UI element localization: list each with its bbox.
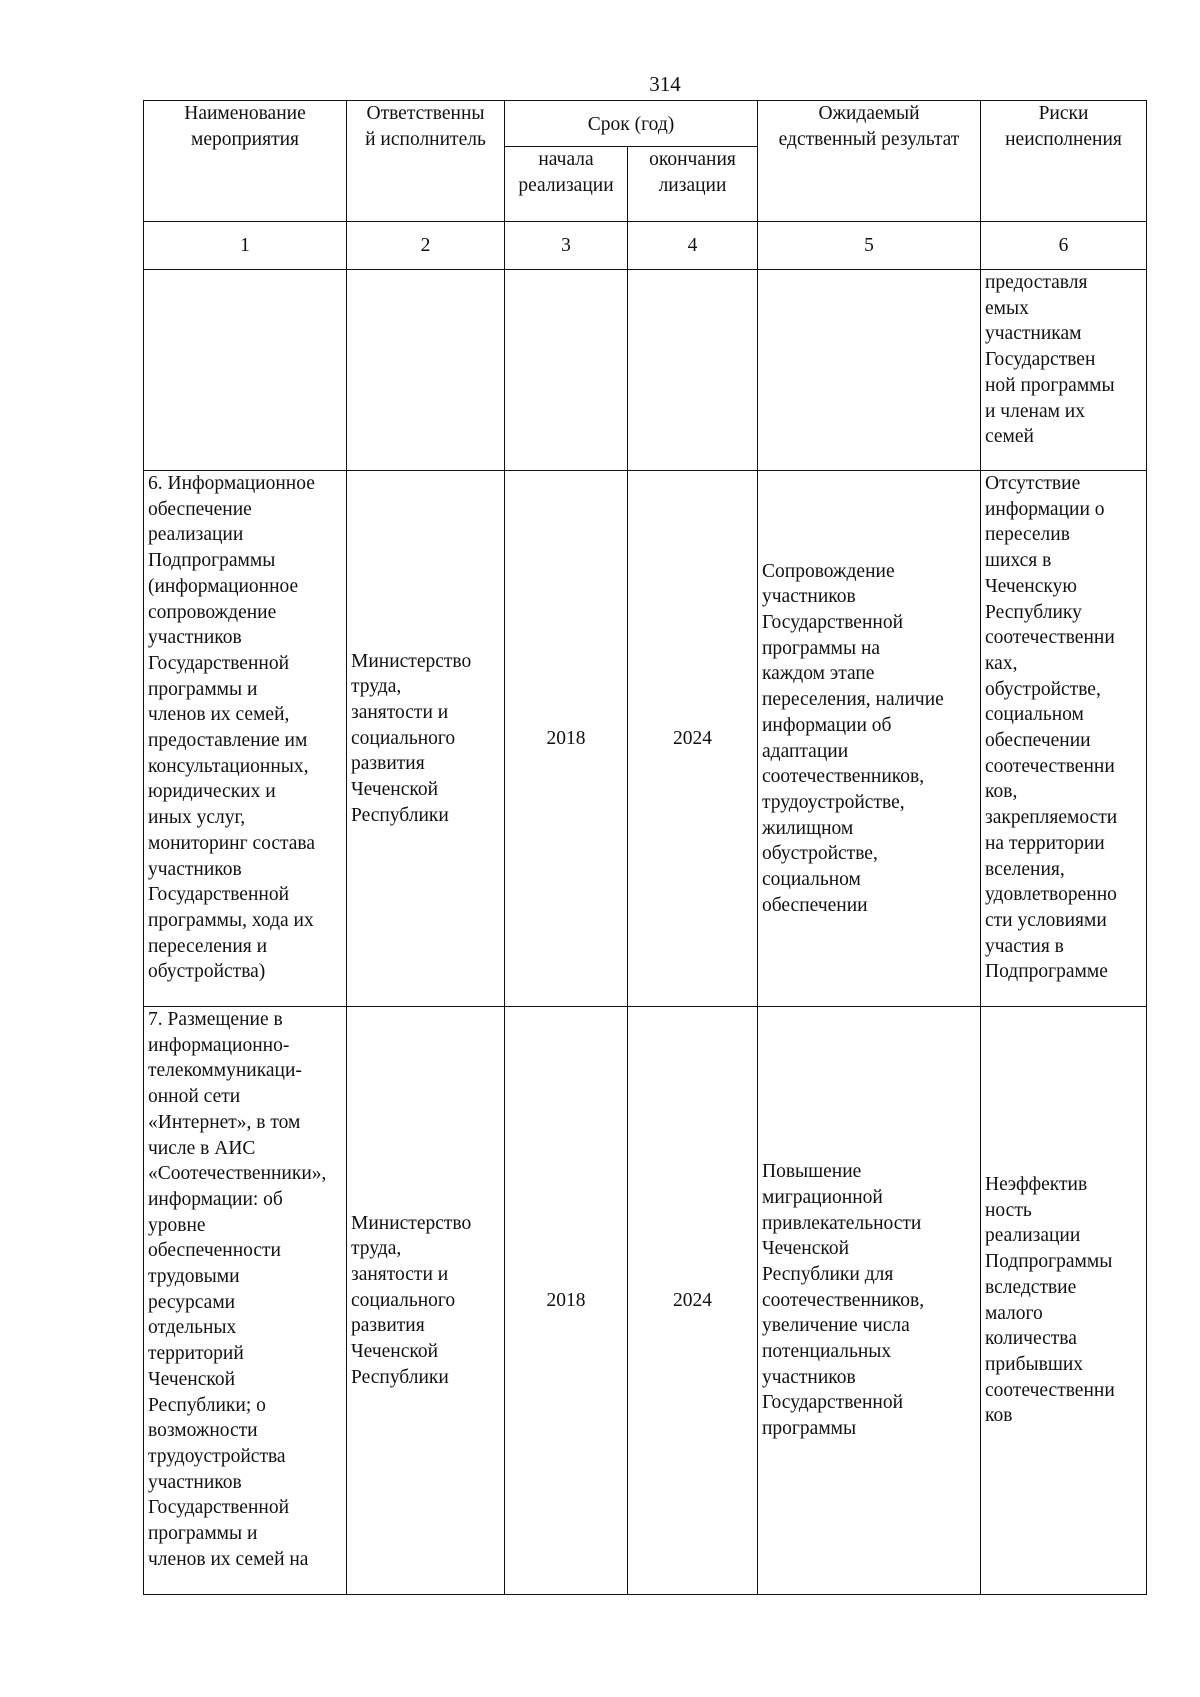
end-year: 2024 [628, 471, 758, 1007]
header-risks: Риски неисполнения [981, 101, 1147, 222]
table-cell [144, 270, 347, 471]
risks: Отсутствие информации о переселив шихся в Чеченскую Республику соотечественни ках, обустройстве, социальном обеспечении соотечественни ков, закрепляемости на территории вселения, удовлетворенно сти условиями участия в Подпрограмме [981, 471, 1147, 1007]
column-number-row [144, 222, 1147, 270]
header-start: начала реализации [505, 147, 628, 222]
header-end: окончания лизации [628, 147, 758, 222]
measure-name: 6. Информационное обеспечение реализации Подпрограммы (информационное сопровождение участников Государственной программы и членов их семей, предоставление им консультационных, юридических и иных услуг, мониторинг состава участников Государственной программы, хода их переселения и обустройства) [144, 471, 347, 1007]
table-cell [628, 270, 758, 471]
header-name: Наименование мероприятия [144, 101, 347, 222]
header-period: Срок (год) [505, 101, 758, 147]
start-year: 2018 [505, 471, 628, 1007]
expected-result: Сопровождение участников Государственной программы на каждом этапе переселения, наличие информации об адаптации соотечественников, трудоустройстве, жилищном обустройстве, социальном обеспечении [758, 471, 981, 1007]
header-executor: Ответственны й исполнитель [347, 101, 505, 222]
column-number: 5 [758, 222, 981, 270]
responsible-executor: Министерство труда, занятости и социального развития Чеченской Республики [347, 471, 505, 1007]
end-year: 2024 [628, 1007, 758, 1595]
column-number: 3 [505, 222, 628, 270]
responsible-executor: Министерство труда, занятости и социального развития Чеченской Республики [347, 1007, 505, 1595]
risks: Неэффектив ность реализации Подпрограммы вследствие малого количества прибывших соотечественни ков [981, 1007, 1147, 1595]
column-number: 4 [628, 222, 758, 270]
column-number: 2 [347, 222, 505, 270]
column-number: 1 [144, 222, 347, 270]
page-number: 314 [649, 72, 681, 96]
table-cell [758, 270, 981, 471]
table-row [144, 1007, 1147, 1595]
table-row [144, 471, 1147, 1007]
continuation-risks: предоставля емых участникам Государствен ной программы и членам их семей [981, 270, 1147, 471]
measure-name: 7. Размещение в информационно- телекоммуникаци- онной сети «Интернет», в том числе в АИС «Соотечественники», информации: об уровне обеспеченности трудовыми ресурсами отдельных территорий Чеченской Республики; о возможности трудоустройства участников Государственной программы и членов их семей на [144, 1007, 347, 1595]
table-cell [347, 270, 505, 471]
continuation-row [144, 270, 1147, 471]
table-cell [505, 270, 628, 471]
expected-result: Повышение миграционной привлекательности Чеченской Республики для соотечественников, увеличение числа потенциальных участников Государственной программы [758, 1007, 981, 1595]
measures-table [143, 100, 1147, 1595]
header-row-top [144, 101, 1147, 147]
column-number: 6 [981, 222, 1147, 270]
start-year: 2018 [505, 1007, 628, 1595]
header-result: Ожидаемый едственный результат [758, 101, 981, 222]
